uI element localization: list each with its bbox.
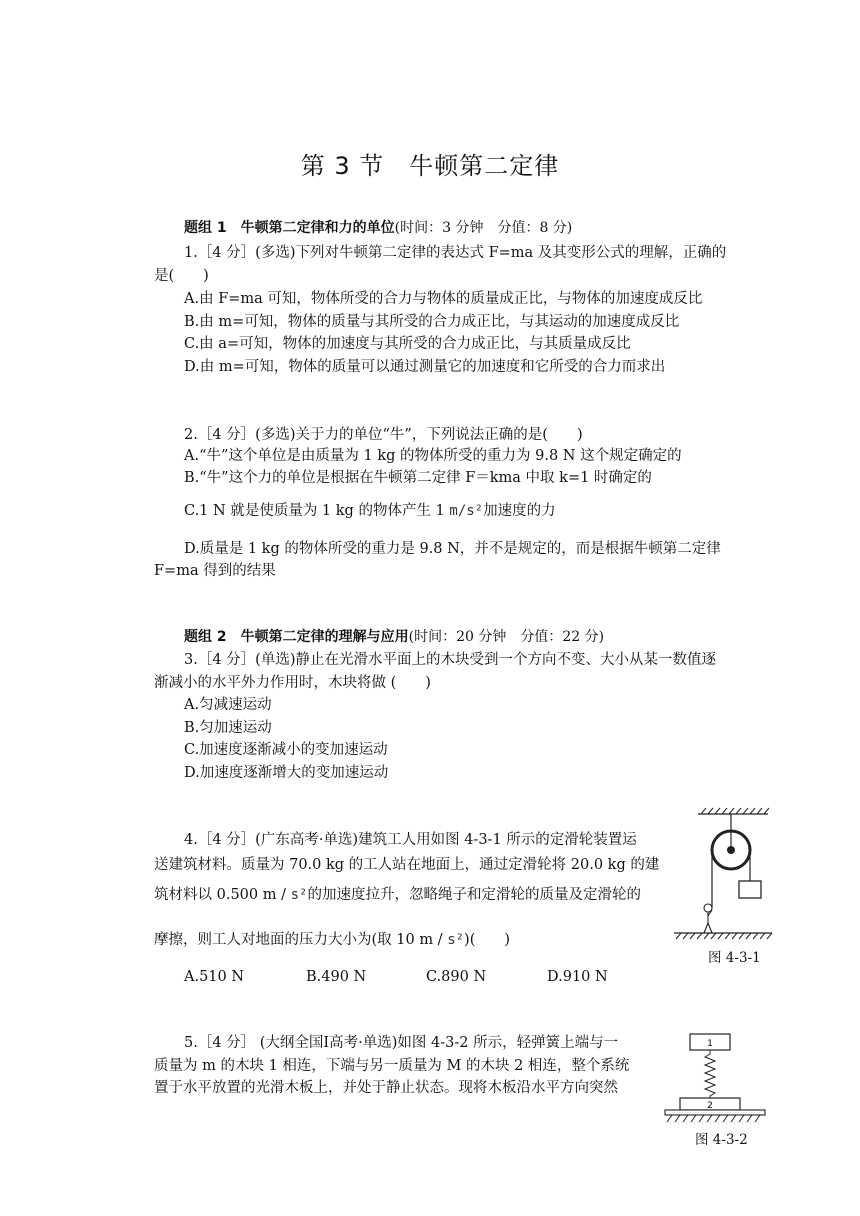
- group1-meta: (时间：3 分钟 分值：8 分): [394, 220, 573, 236]
- group2-heading: 题组 2 牛顿第二定律的理解与应用: [184, 629, 409, 645]
- q3-stem-line2: 渐减小的水平外力作用时，木块将做 ( ): [154, 675, 431, 691]
- figure-4-3-2-caption: 图 4-3-2: [695, 1132, 748, 1148]
- group1-heading: 题组 1 牛顿第二定律和力的单位: [184, 220, 395, 236]
- spring-figure: [655, 1030, 770, 1126]
- q4-option-b: B.490 N: [306, 969, 367, 985]
- q3-option-d: D.加速度逐渐增大的变加速运动: [184, 765, 389, 781]
- q2-stem: 2.［4 分］(多选)关于力的单位“牛”，下列说法正确的是( ): [184, 427, 583, 443]
- q4-stem-line2: 送建筑材料。质量为 70.0 kg 的工人站在地面上，通过定滑轮将 20.0 kg 的建: [154, 857, 660, 873]
- q5-stem-line1: 5.［4 分］ (大纲全国Ⅰ高考·单选)如图 4-3-2 所示，轻弹簧上端与一: [184, 1035, 619, 1051]
- q2-option-a: A.“牛”这个单位是由质量为 1 kg 的物体所受的重力为 9.8 N 这个规定确定的: [184, 448, 682, 464]
- q2-option-d-line2: F=ma 得到的结果: [154, 563, 276, 579]
- group1-header: [184, 218, 572, 238]
- q3-option-b: B.匀加速运动: [184, 720, 272, 736]
- unit-s2: s²: [447, 932, 465, 948]
- q2-option-d-line1: D.质量是 1 kg 的物体所受的重力是 9.8 N，并不是规定的，而是根据牛顿第二定律: [184, 541, 721, 557]
- unit-m-per-s2: m/s²: [449, 503, 484, 519]
- q5-stem-line3: 置于水平放置的光滑木板上，并处于静止状态。现将木板沿水平方向突然: [154, 1080, 618, 1096]
- q1-option-c: C.由 a=可知，物体的加速度与其所受的合力成正比，与其质量成反比: [184, 336, 631, 352]
- group2-meta: (时间：20 分钟 分值：22 分): [408, 629, 605, 645]
- q1-option-b: B.由 m=可知，物体的质量与其所受的合力成正比，与其运动的加速度成反比: [184, 314, 680, 330]
- q1-option-a: A.由 F=ma 可知，物体所受的合力与物体的质量成正比，与物体的加速度成反比: [184, 291, 703, 307]
- q4-stem-line4: 摩擦，则工人对地面的压力大小为(取 10 m / s²)( ): [154, 932, 511, 948]
- q3-stem-line1: 3.［4 分］(单选)静止在光滑水平面上的木块受到一个方向不变、大小从某一数值逐: [184, 652, 716, 668]
- q3-option-c: C.加速度逐渐减小的变加速运动: [184, 742, 388, 758]
- q4-stem-line1: 4.［4 分］(广东高考·单选)建筑工人用如图 4-3-1 所示的定滑轮装置运: [184, 832, 637, 848]
- q1-stem-line1: 1.［4 分］(多选)下列对牛顿第二定律的表达式 F=ma 及其变形公式的理解，正确的: [184, 245, 727, 261]
- group2-header: [184, 627, 604, 647]
- q4-option-a: A.510 N: [184, 969, 245, 985]
- q4-stem-line3: 筑材料以 0.500 m / s²的加速度拉升，忽略绳子和定滑轮的质量及定滑轮的: [154, 887, 641, 903]
- page-title: 第 3 节 牛顿第二定律: [300, 152, 560, 180]
- q5-stem-line2: 质量为 m 的木块 1 相连，下端与另一质量为 M 的木块 2 相连，整个系统: [154, 1058, 630, 1074]
- pulley-figure: [668, 806, 778, 942]
- block1-label: 1: [707, 1039, 713, 1049]
- q4-option-c: C.890 N: [426, 969, 487, 985]
- q1-option-d: D.由 m=可知，物体的质量可以通过测量它的加速度和它所受的合力而求出: [184, 359, 666, 375]
- figure-4-3-1-caption: 图 4-3-1: [708, 950, 761, 966]
- q2-option-c: C.1 N 就是使质量为 1 kg 的物体产生 1 m/s²加速度的力: [184, 503, 556, 519]
- q3-option-a: A.匀减速运动: [184, 697, 272, 713]
- q1-stem-line2: 是( ): [154, 268, 209, 284]
- block2-label: 2: [707, 1101, 713, 1111]
- q4-option-d: D.910 N: [547, 969, 608, 985]
- q2-option-b: B.“牛”这个力的单位是根据在牛顿第二定律 F＝kma 中取 k=1 时确定的: [184, 470, 652, 486]
- unit-s2: s²: [290, 887, 308, 903]
